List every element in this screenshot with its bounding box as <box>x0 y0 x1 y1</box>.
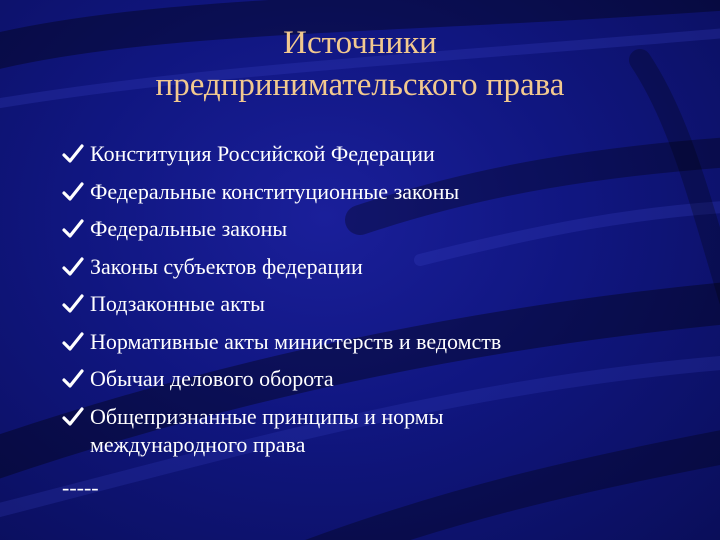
slide-title <box>0 22 720 106</box>
list-item <box>62 140 702 168</box>
list-item-text: Федеральные конституционные законы <box>90 178 460 204</box>
checkmark-icon <box>62 218 84 240</box>
bullet-list <box>62 140 702 468</box>
checkmark-icon <box>62 143 84 165</box>
list-item <box>62 215 702 243</box>
checkmark-icon <box>62 331 84 353</box>
trailing-dashes: ----- <box>62 475 99 500</box>
checkmark-icon <box>62 256 84 278</box>
list-item <box>62 178 702 206</box>
title-line-1: Источники <box>283 25 437 61</box>
checkmark-icon <box>62 293 84 315</box>
list-item-text: Подзаконные акты <box>90 291 265 316</box>
list-item <box>62 365 702 393</box>
list-item-text: Обычаи делового оборота <box>90 366 334 391</box>
list-item <box>62 403 550 459</box>
checkmark-icon <box>62 368 84 390</box>
list-item <box>62 290 702 318</box>
list-item-text: Конституция Российской Федерации <box>90 141 435 166</box>
list-item <box>62 328 702 356</box>
checkmark-icon <box>62 181 84 203</box>
list-item-text: Общепризнанные принципы и нормы международного права <box>90 403 444 457</box>
list-item-text: Законы субъектов федерации <box>90 253 363 279</box>
list-item-text: Нормативные акты министерств и ведомств <box>90 328 502 354</box>
list-item-text: Федеральные законы <box>90 216 288 241</box>
title-line-2: предпринимательского права <box>155 67 565 103</box>
list-item <box>62 253 702 281</box>
checkmark-icon <box>62 406 84 428</box>
